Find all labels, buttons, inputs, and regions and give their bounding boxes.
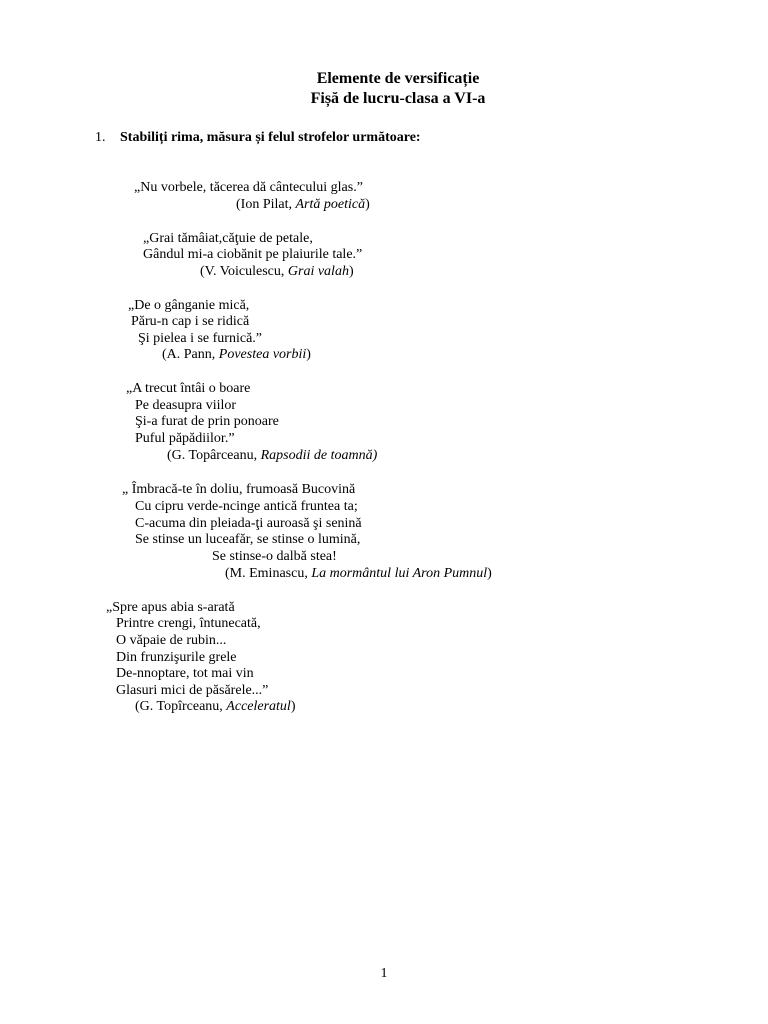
attribution-suffix: ) bbox=[348, 264, 354, 279]
attribution bbox=[135, 698, 296, 715]
verse-line: De-nnoptare, tot mai vin bbox=[116, 666, 254, 681]
verse-line: „Nu vorbele, tăcerea dă cântecului glas.” bbox=[134, 180, 363, 195]
attribution-author: (Ion Pilat, bbox=[236, 197, 296, 212]
verse-line: Şi pielea i se furnică.” bbox=[138, 331, 263, 346]
attribution bbox=[200, 263, 354, 280]
attribution-suffix: ) bbox=[290, 699, 296, 714]
verse-line: Puful păpădiilor.” bbox=[135, 431, 235, 446]
verse-line: „De o gânganie mică, bbox=[128, 298, 250, 313]
attribution-author: (G. Topîrceanu, bbox=[135, 699, 227, 714]
verse-line: „Spre apus abia s-arată bbox=[106, 600, 235, 615]
attribution-suffix: ) bbox=[487, 566, 492, 581]
verse-line: „Grai tămâiat,căţuie de petale, bbox=[143, 231, 313, 246]
verse-line: C-acuma din pleiada-ţi auroasă şi senină bbox=[135, 516, 362, 531]
verse-line: „A trecut întâi o boare bbox=[126, 381, 251, 396]
verse-line: Se stinse un luceafăr, se stinse o lumină, bbox=[135, 532, 361, 547]
verse-line: Printre crengi, întunecată, bbox=[116, 616, 261, 631]
attribution-author: (A. Pann, bbox=[162, 347, 219, 362]
verse-line: Şi-a furat de prin ponoare bbox=[135, 414, 279, 429]
verse-line: Din frunzişurile grele bbox=[116, 650, 237, 665]
attribution-suffix: ) bbox=[306, 347, 311, 362]
task-text: Stabiliți rima, măsura și felul strofelor următoare: bbox=[120, 130, 421, 145]
attribution bbox=[167, 447, 377, 464]
attribution-author: (V. Voiculescu, bbox=[200, 264, 288, 279]
verse-line: Se stinse-o dalbă stea! bbox=[212, 549, 337, 564]
verse-line: Cu cipru verde-ncinge antică fruntea ta; bbox=[135, 499, 358, 514]
attribution-work: Povestea vorbii bbox=[218, 347, 307, 362]
verse-line: Pe deasupra viilor bbox=[135, 398, 237, 413]
task-number: 1. bbox=[95, 130, 106, 145]
attribution-work: Grai valah bbox=[287, 264, 349, 279]
task-instruction bbox=[95, 129, 421, 146]
verse-line: O văpaie de rubin... bbox=[116, 633, 227, 648]
page-number: 1 bbox=[380, 966, 388, 981]
attribution-author: (M. Eminascu, bbox=[225, 566, 312, 581]
attribution bbox=[236, 196, 370, 213]
verse-line: Glasuri mici de păsărele...” bbox=[116, 683, 269, 698]
attribution bbox=[225, 565, 492, 582]
document-title: Elemente de versificație bbox=[316, 70, 480, 87]
attribution-author: (G. Topârceanu, bbox=[167, 448, 261, 463]
attribution-work: Artă poetică bbox=[295, 197, 366, 212]
attribution-work: Acceleratul bbox=[226, 699, 291, 714]
attribution-work: La mormântul lui Aron Pumnul bbox=[311, 566, 488, 581]
verse-line: „ Îmbracă-te în doliu, frumoasă Bucovină bbox=[122, 482, 356, 497]
attribution-suffix: ) bbox=[365, 197, 370, 212]
attribution-work: Rapsodii de toamnă) bbox=[260, 448, 378, 463]
document-subtitle: Fișă de lucru-clasa a VI-a bbox=[310, 90, 486, 107]
verse-line: Păru-n cap i se ridică bbox=[131, 314, 250, 329]
attribution bbox=[162, 346, 311, 363]
verse-line: Gândul mi-a ciobănit pe plaiurile tale.” bbox=[143, 247, 363, 262]
